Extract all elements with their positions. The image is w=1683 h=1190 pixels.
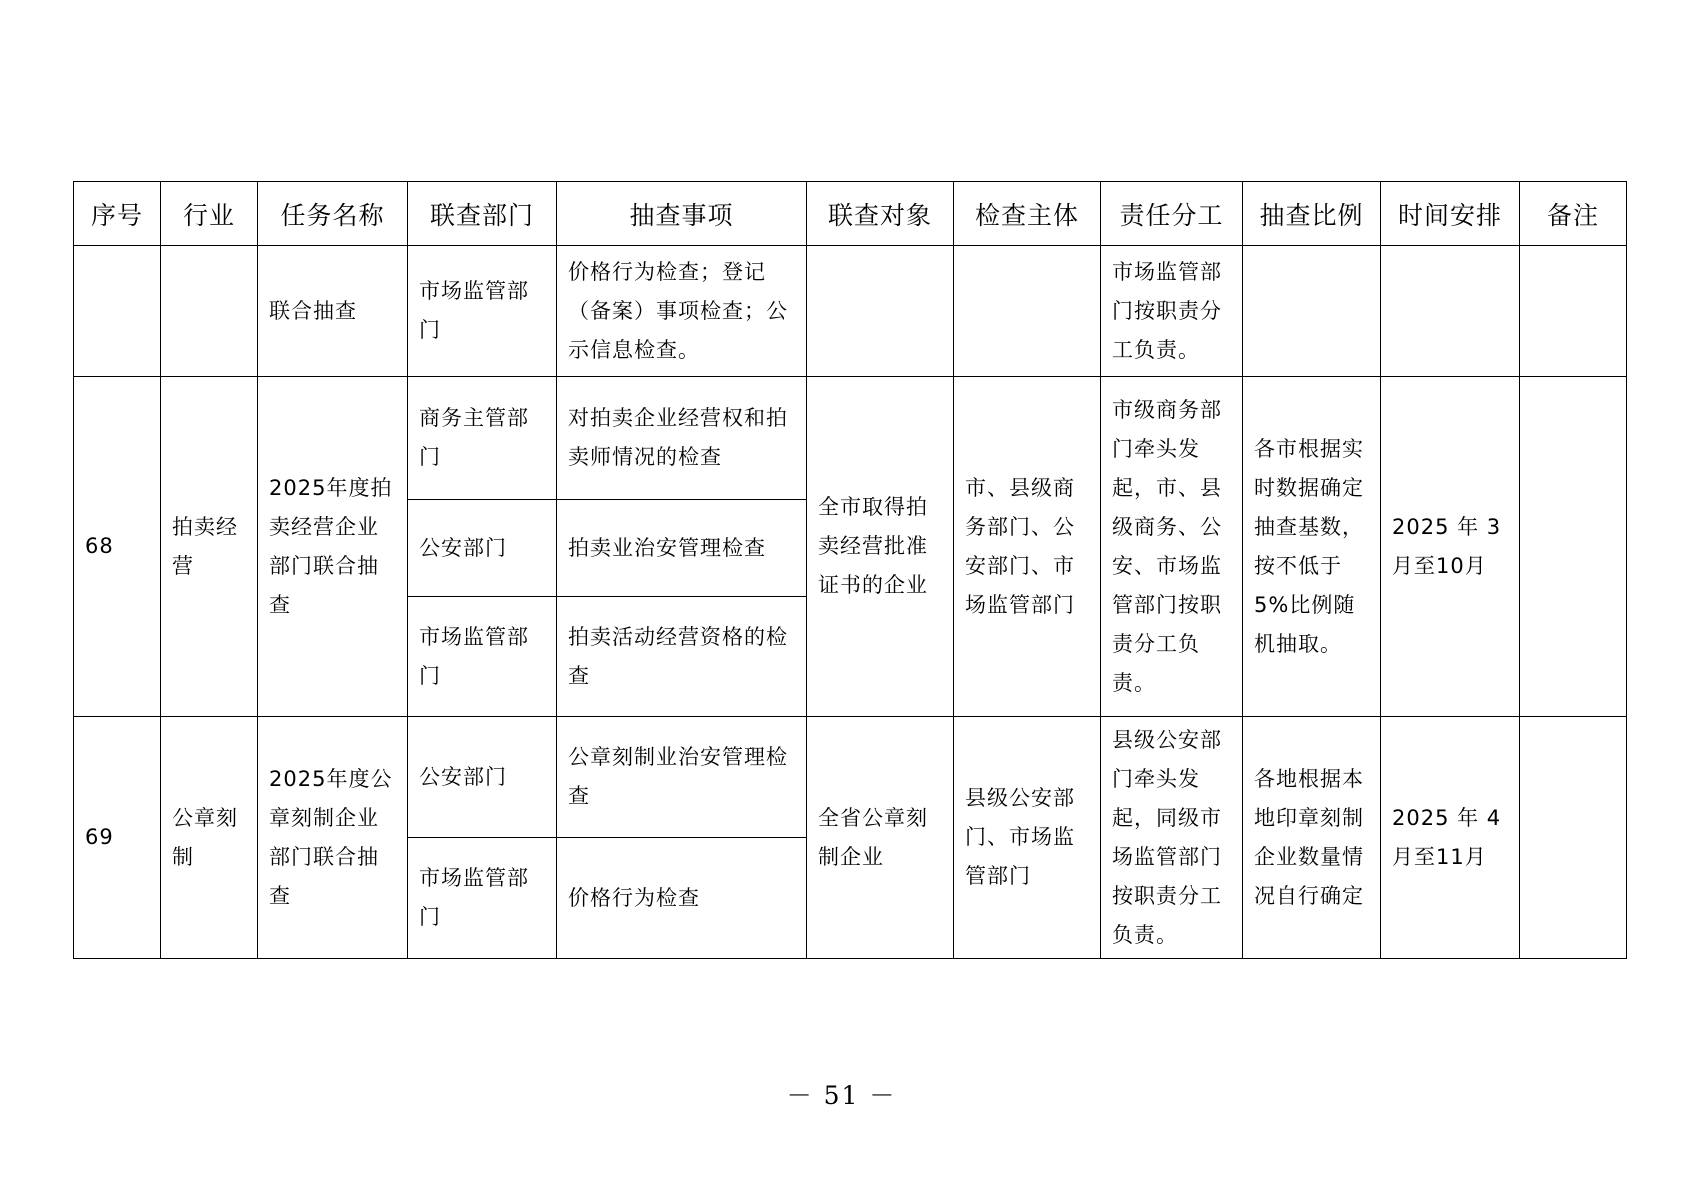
cell-remark [1520, 717, 1627, 959]
cell-duty: 县级公安部门牵头发起，同级市场监管部门按职责分工负责。 [1101, 717, 1243, 959]
cell-remark [1520, 377, 1627, 717]
header-check-item: 抽查事项 [557, 182, 807, 246]
cell-seq: 69 [74, 717, 161, 959]
header-joint-target: 联查对象 [807, 182, 954, 246]
cell-check-item: 价格行为检查 [557, 838, 807, 959]
header-check-subject: 检查主体 [954, 182, 1101, 246]
cell-check-item: 价格行为检查；登记（备案）事项检查；公示信息检查。 [557, 246, 807, 377]
cell-industry: 公章刻制 [161, 717, 258, 959]
cell-schedule: 2025 年 3月至10月 [1381, 377, 1520, 717]
cell-schedule: 2025 年 4月至11月 [1381, 717, 1520, 959]
cell-check-item: 对拍卖企业经营权和拍卖师情况的检查 [557, 377, 807, 500]
cell-remark [1520, 246, 1627, 377]
cell-task-name: 2025年度拍卖经营企业部门联合抽查 [258, 377, 408, 717]
cell-industry [161, 246, 258, 377]
cell-duty: 市级商务部门牵头发起，市、县级商务、公安、市场监管部门按职责分工负责。 [1101, 377, 1243, 717]
table-row-continued [74, 246, 1627, 377]
inspection-table [73, 181, 1627, 959]
header-ratio: 抽查比例 [1243, 182, 1381, 246]
cell-check-subject [954, 246, 1101, 377]
header-duty: 责任分工 [1101, 182, 1243, 246]
cell-joint-dept: 商务主管部门 [408, 377, 557, 500]
cell-task-name: 联合抽查 [258, 246, 408, 377]
cell-duty: 市场监管部门按职责分工负责。 [1101, 246, 1243, 377]
cell-ratio [1243, 246, 1381, 377]
cell-seq: 68 [74, 377, 161, 717]
cell-check-subject: 县级公安部门、市场监管部门 [954, 717, 1101, 959]
cell-joint-target: 全省公章刻制企业 [807, 717, 954, 959]
cell-joint-dept: 公安部门 [408, 500, 557, 597]
header-task-name: 任务名称 [258, 182, 408, 246]
cell-schedule [1381, 246, 1520, 377]
table-header-row [74, 182, 1627, 246]
cell-check-subject: 市、县级商务部门、公安部门、市场监管部门 [954, 377, 1101, 717]
header-joint-dept: 联查部门 [408, 182, 557, 246]
table-row [74, 717, 1627, 838]
cell-task-name: 2025年度公章刻制企业部门联合抽查 [258, 717, 408, 959]
cell-joint-dept: 市场监管部门 [408, 838, 557, 959]
header-industry: 行业 [161, 182, 258, 246]
cell-industry: 拍卖经营 [161, 377, 258, 717]
inspection-table-wrapper [73, 181, 1627, 959]
table-row [74, 377, 1627, 500]
cell-ratio: 各市根据实时数据确定抽查基数，按不低于5%比例随机抽取。 [1243, 377, 1381, 717]
header-remark: 备注 [1520, 182, 1627, 246]
cell-joint-dept: 市场监管部门 [408, 246, 557, 377]
page-number: － 51 － [786, 1081, 897, 1110]
cell-joint-dept: 公安部门 [408, 717, 557, 838]
cell-joint-target [807, 246, 954, 377]
cell-joint-target: 全市取得拍卖经营批准证书的企业 [807, 377, 954, 717]
cell-check-item: 拍卖活动经营资格的检查 [557, 597, 807, 717]
cell-joint-dept: 市场监管部门 [408, 597, 557, 717]
header-seq: 序号 [74, 182, 161, 246]
cell-seq [74, 246, 161, 377]
cell-check-item: 拍卖业治安管理检查 [557, 500, 807, 597]
cell-ratio: 各地根据本地印章刻制企业数量情况自行确定 [1243, 717, 1381, 959]
cell-check-item: 公章刻制业治安管理检查 [557, 717, 807, 838]
header-schedule: 时间安排 [1381, 182, 1520, 246]
